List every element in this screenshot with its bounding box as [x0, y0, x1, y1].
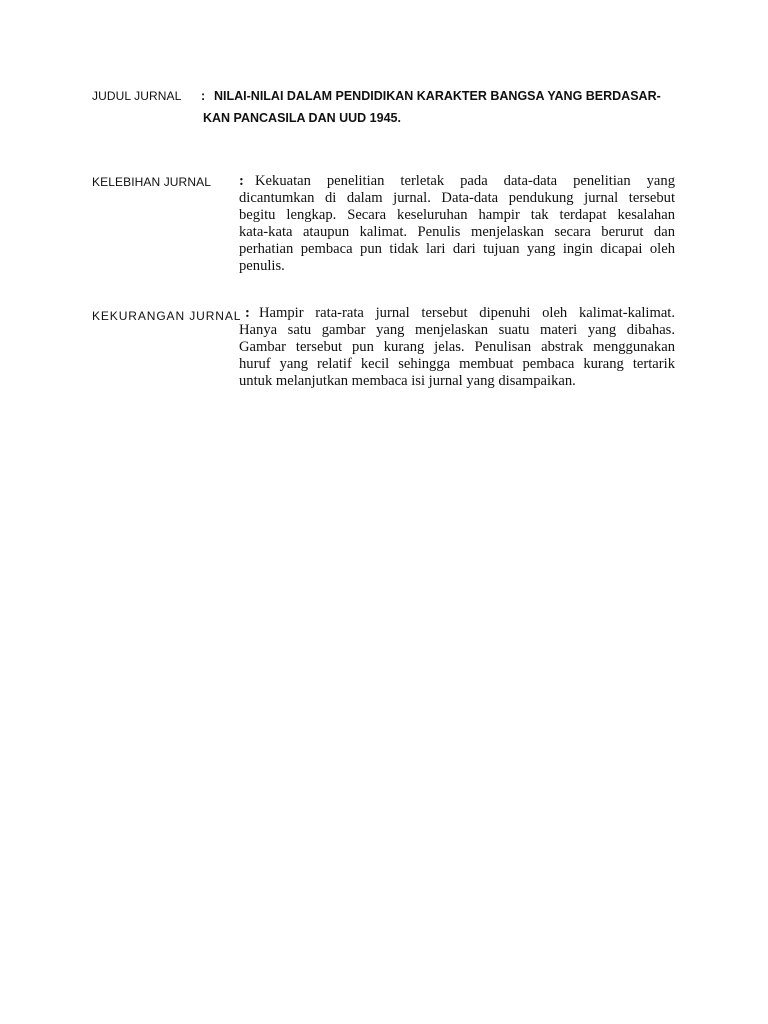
kelebihan-line-5: perhatian pembaca pun tidak lari dari tujuan yang ingin dicapai oleh: [239, 241, 675, 257]
judul-line-1: NILAI-NILAI DALAM PENDIDIKAN KARAKTER BANGSA YANG BERDASAR-: [214, 89, 661, 103]
judul-line-2: KAN PANCASILA DAN UUD 1945.: [203, 111, 401, 125]
kelebihan-line-4: kata-kata ataupun kalimat. Penulis menjelaskan secara berurut dan: [239, 224, 675, 240]
kelebihan-line-1: Kekuatan penelitian terletak pada data-data penelitian yang: [255, 173, 675, 189]
kekurangan-paragraph: [239, 305, 675, 390]
kelebihan-line-3: begitu lengkap. Secara keseluruhan hampir tak terdapat kesalahan: [239, 207, 675, 223]
kekurangan-line-3: Gambar tersebut pun kurang jelas. Penulisan abstrak menggunakan: [239, 339, 675, 355]
judul-jurnal-colon: :: [201, 89, 206, 103]
kelebihan-paragraph: [239, 173, 675, 275]
kekurangan-line-2: Hanya satu gambar yang menjelaskan suatu materi yang dibahas.: [239, 322, 675, 338]
kekurangan-jurnal-label: KEKURANGAN JURNAL: [92, 309, 242, 323]
kelebihan-colon-glyph: :: [239, 173, 244, 189]
judul-jurnal-value-cont: [203, 107, 673, 129]
kelebihan-line-6: penulis.: [239, 258, 285, 274]
kekurangan-line-5: untuk melanjutkan membaca isi jurnal yang disampaikan.: [239, 373, 576, 389]
kelebihan-line-2: dicantumkan di dalam jurnal. Data-data pendukung jurnal tersebut: [239, 190, 675, 206]
judul-jurnal-value: [214, 85, 674, 107]
kelebihan-jurnal-label: KELEBIHAN JURNAL: [92, 175, 211, 189]
judul-jurnal-label: JUDUL JURNAL: [92, 89, 182, 103]
kekurangan-line-4: huruf yang relatif kecil sehingga membuat pembaca kurang tertarik: [239, 356, 675, 372]
kekurangan-line-1: Hampir rata-rata jurnal tersebut dipenuhi oleh kalimat-kalimat.: [259, 305, 675, 321]
kekurangan-colon-glyph: :: [245, 305, 250, 321]
